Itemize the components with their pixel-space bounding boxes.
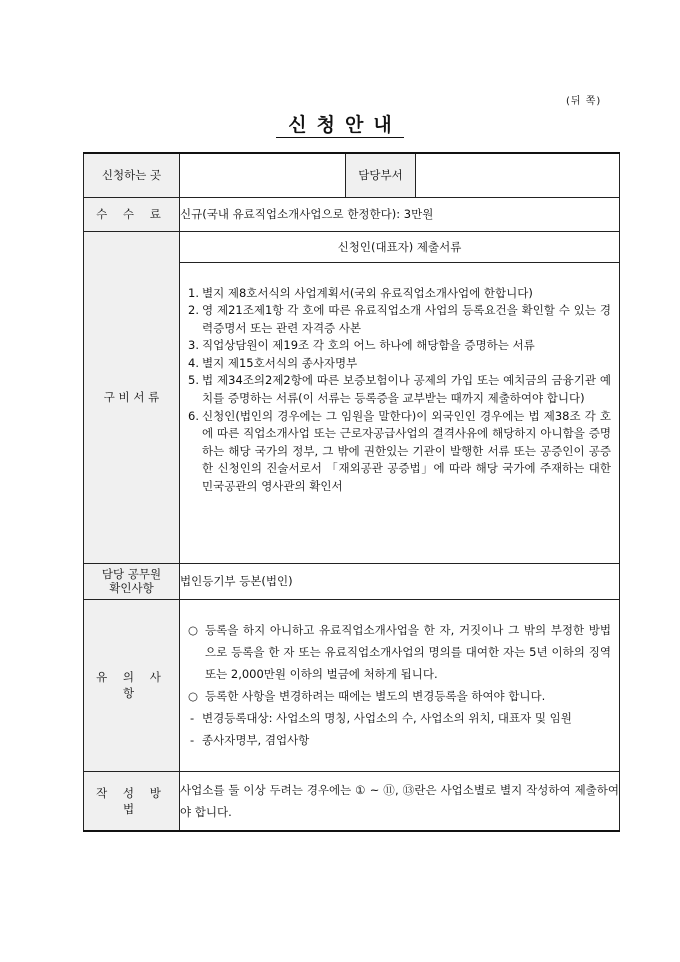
note-sub-item: - 변경등록대상: 사업소의 명칭, 사업소의 수, 사업소의 위치, 대표자 및 임원 bbox=[190, 711, 572, 725]
documents-list bbox=[180, 285, 619, 496]
fee-label: 수 수 료 bbox=[84, 197, 180, 231]
document-item: 1. 별지 제8호서식의 사업계획서(국외 유료직업소개사업에 한합니다) bbox=[188, 285, 533, 300]
guide-table bbox=[83, 152, 620, 832]
official-check-label: 담당 공무원 확인사항 bbox=[84, 563, 180, 599]
notes-label: 유 의 사 항 bbox=[84, 599, 180, 771]
note-item: ○ 등록을 하지 아니하고 유료직업소개사업을 한 자, 거짓이나 그 밖의 부정한 방법으로 등록을 한 자 또는 유료직업소개사업의 명의를 대여한 자는 5년 이하의 징역 또는 2,000만원 이하의 벌금에 처하게 됩니다. bbox=[188, 623, 611, 681]
document-item: 2. 영 제21조제1항 각 호에 따른 유료직업소개 사업의 등록요건을 확인할 수 있는 경력증명서 또는 관련 자격증 사본 bbox=[188, 303, 611, 335]
row-fee bbox=[84, 197, 620, 231]
notes-cell bbox=[180, 599, 620, 771]
note-sub-item: - 종사자명부, 겸업사항 bbox=[190, 733, 310, 747]
document-item: 5. 법 제34조의2제2항에 따른 보증보험이나 공제의 가입 또는 예치금의 금융기관 예치를 증명하는 서류(이 서류는 등록증을 교부받는 때까지 제출하여야 합니다) bbox=[188, 373, 611, 406]
department-value bbox=[416, 153, 620, 197]
documents-subheading: 신청인(대표자) 제출서류 bbox=[180, 232, 619, 263]
official-check-value: 법인등기부 등본(법인) bbox=[180, 563, 620, 599]
back-side-label: (뒤 쪽) bbox=[566, 96, 602, 107]
row-documents bbox=[84, 231, 620, 563]
method-value: 사업소를 둘 이상 두려는 경우에는 ① ~ ⑪, ⑬란은 사업소별로 별지 작성하여 제출하여야 합니다. bbox=[180, 771, 620, 831]
applicant-place-value bbox=[180, 153, 346, 197]
row-applicant-place bbox=[84, 153, 620, 197]
department-label: 담당부서 bbox=[346, 153, 416, 197]
document-item: 4. 별지 제15호서식의 종사자명부 bbox=[188, 355, 358, 370]
document-item: 3. 직업상담원이 제19조 각 호의 어느 하나에 해당함을 증명하는 서류 bbox=[188, 338, 535, 353]
documents-label: 구 비 서 류 bbox=[84, 231, 180, 563]
row-official-check bbox=[84, 563, 620, 599]
row-notes bbox=[84, 599, 620, 771]
fee-value: 신규(국내 유료직업소개사업으로 한정한다): 3만원 bbox=[180, 197, 620, 231]
note-item: ○ 등록한 사항을 변경하려는 때에는 별도의 변경등록을 하여야 합니다. bbox=[188, 689, 546, 703]
documents-cell bbox=[180, 231, 620, 563]
row-method bbox=[84, 771, 620, 831]
page-title: 신청안내 bbox=[0, 110, 680, 137]
method-label: 작 성 방 법 bbox=[84, 771, 180, 831]
document-item: 6. 신청인(법인의 경우에는 그 임원을 말한다)이 외국인인 경우에는 법 제38조 각 호에 따른 직업소개사업 또는 근로자공급사업의 결격사유에 해당하지 아니함을 증명하는 해당 국가의 정부, 그 밖에 권한있는 기관이 발행한 서류 또는 공증인이 공증한 신청인의 진술서로서 「재외공관 공증법」에 따라 해당 국가에 주재하는 대한민국공관의 영사관의 확인서 bbox=[188, 408, 611, 494]
applicant-place-label: 신청하는 곳 bbox=[84, 153, 180, 197]
